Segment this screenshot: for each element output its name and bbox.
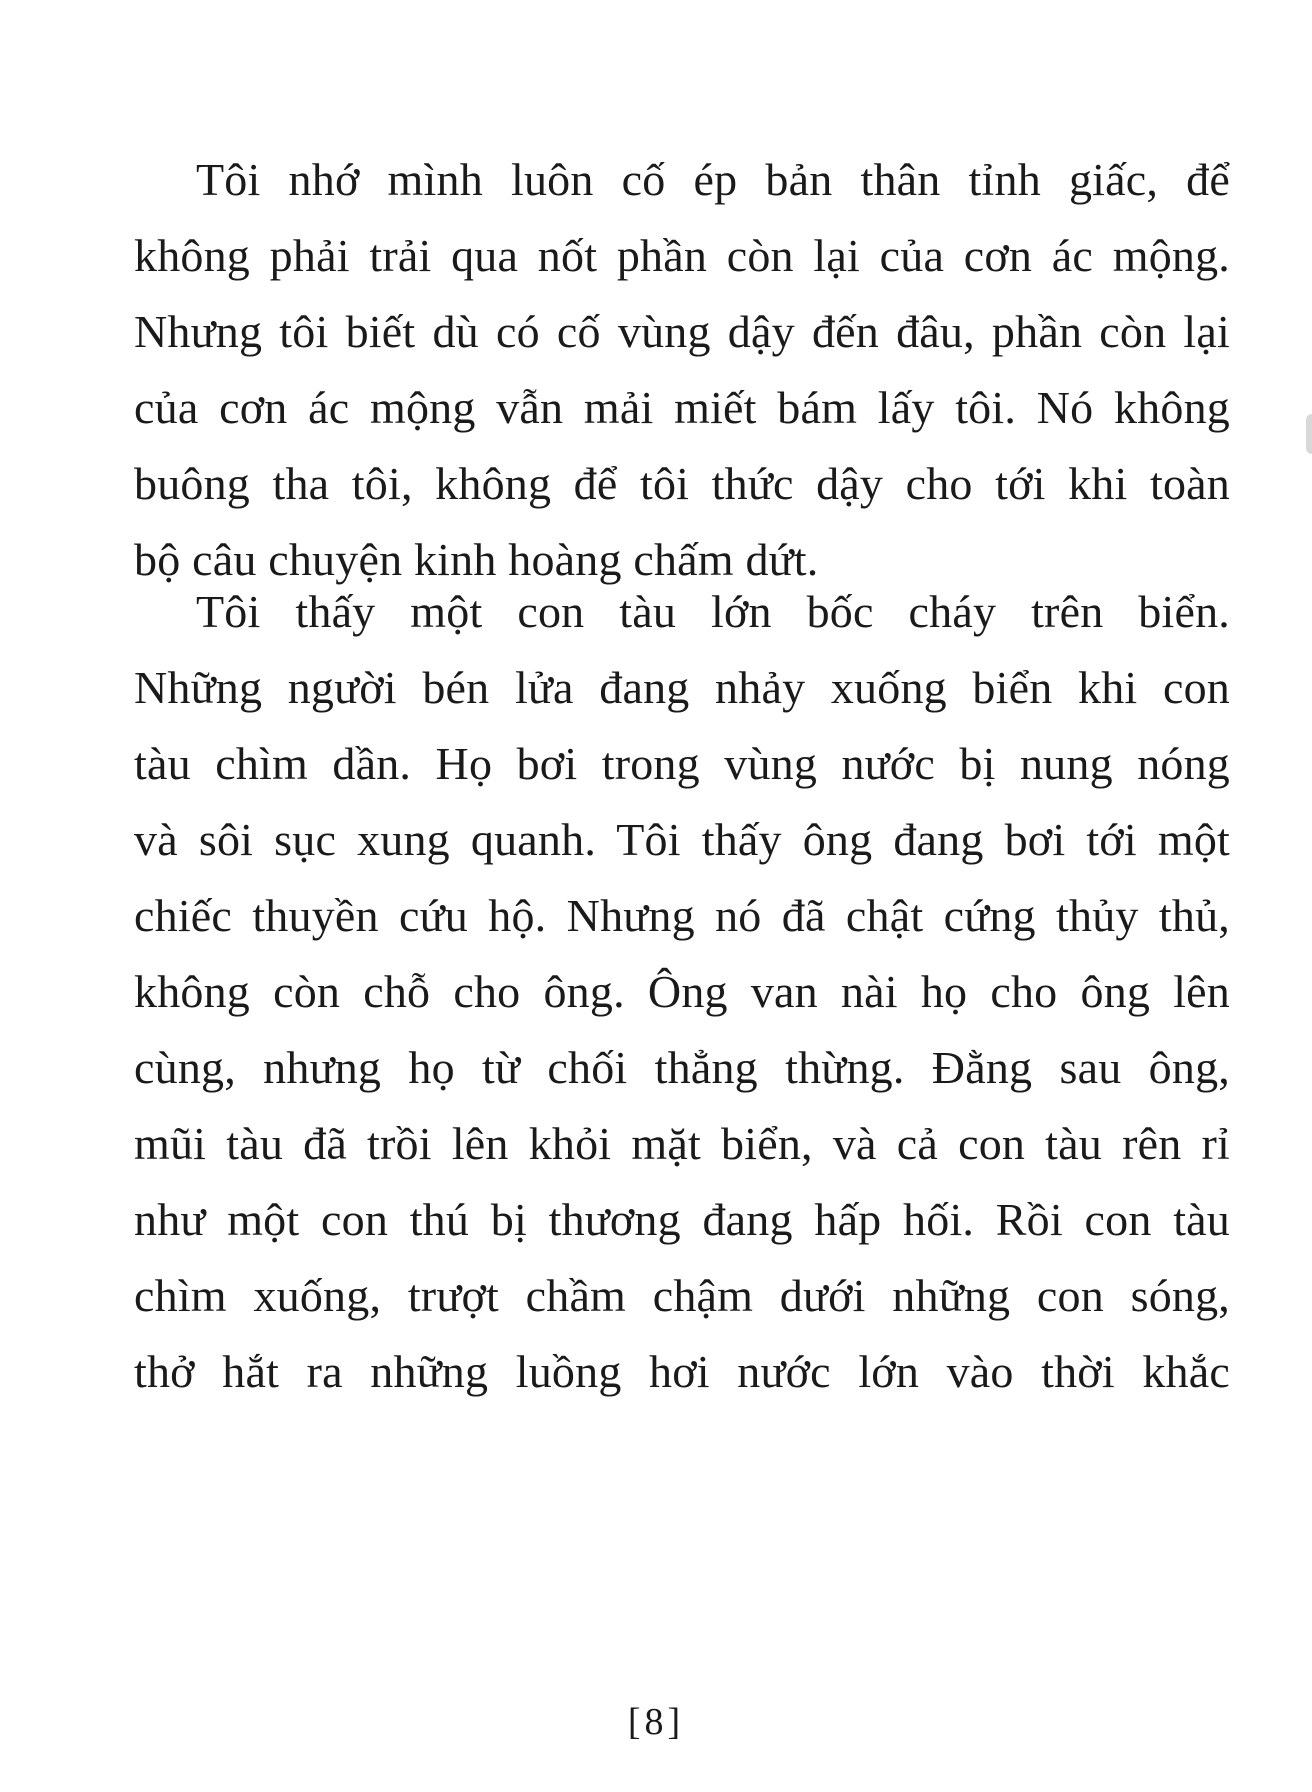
paragraph-line: không còn chỗ cho ông. Ông van nài họ cho ông lên bbox=[134, 966, 1230, 1017]
paragraph-line: Nhưng tôi biết dù có cố vùng dậy đến đâu, phần còn lại bbox=[134, 306, 1230, 357]
paragraph-line: mũi tàu đã trồi lên khỏi mặt biển, và cả con tàu rên rỉ bbox=[134, 1118, 1230, 1169]
paragraph-line: buông tha tôi, không để tôi thức dậy cho tới khi toàn bbox=[134, 458, 1230, 509]
page-number: [8] bbox=[627, 1701, 685, 1743]
paragraph-line: thở hắt ra những luồng hơi nước lớn vào thời khắc bbox=[134, 1346, 1230, 1397]
paragraph-line: bộ câu chuyện kinh hoàng chấm dứt. bbox=[134, 534, 819, 585]
paragraph-line: và sôi sục xung quanh. Tôi thấy ông đang bơi tới một bbox=[134, 814, 1230, 865]
paragraph-line: không phải trải qua nốt phần còn lại của cơn ác mộng. bbox=[134, 230, 1230, 281]
paragraph-line: chìm xuống, trượt chầm chậm dưới những con sóng, bbox=[134, 1270, 1230, 1321]
paragraph-line: chiếc thuyền cứu hộ. Nhưng nó đã chật cứng thủy thủ, bbox=[134, 890, 1230, 941]
page-edge-shadow bbox=[1306, 414, 1312, 454]
paragraph-line: Những người bén lửa đang nhảy xuống biển khi con bbox=[134, 662, 1230, 713]
paragraph-line: Tôi thấy một con tàu lớn bốc cháy trên biển. bbox=[196, 586, 1230, 637]
paragraph-line: của cơn ác mộng vẫn mải miết bám lấy tôi. Nó không bbox=[134, 382, 1230, 433]
paragraph-line: tàu chìm dần. Họ bơi trong vùng nước bị nung nóng bbox=[134, 738, 1230, 789]
paragraph-line: như một con thú bị thương đang hấp hối. Rồi con tàu bbox=[134, 1194, 1230, 1245]
paragraph-line: Tôi nhớ mình luôn cố ép bản thân tỉnh giấc, để bbox=[196, 154, 1230, 205]
paragraph-line: cùng, nhưng họ từ chối thẳng thừng. Đằng sau ông, bbox=[134, 1042, 1230, 1093]
